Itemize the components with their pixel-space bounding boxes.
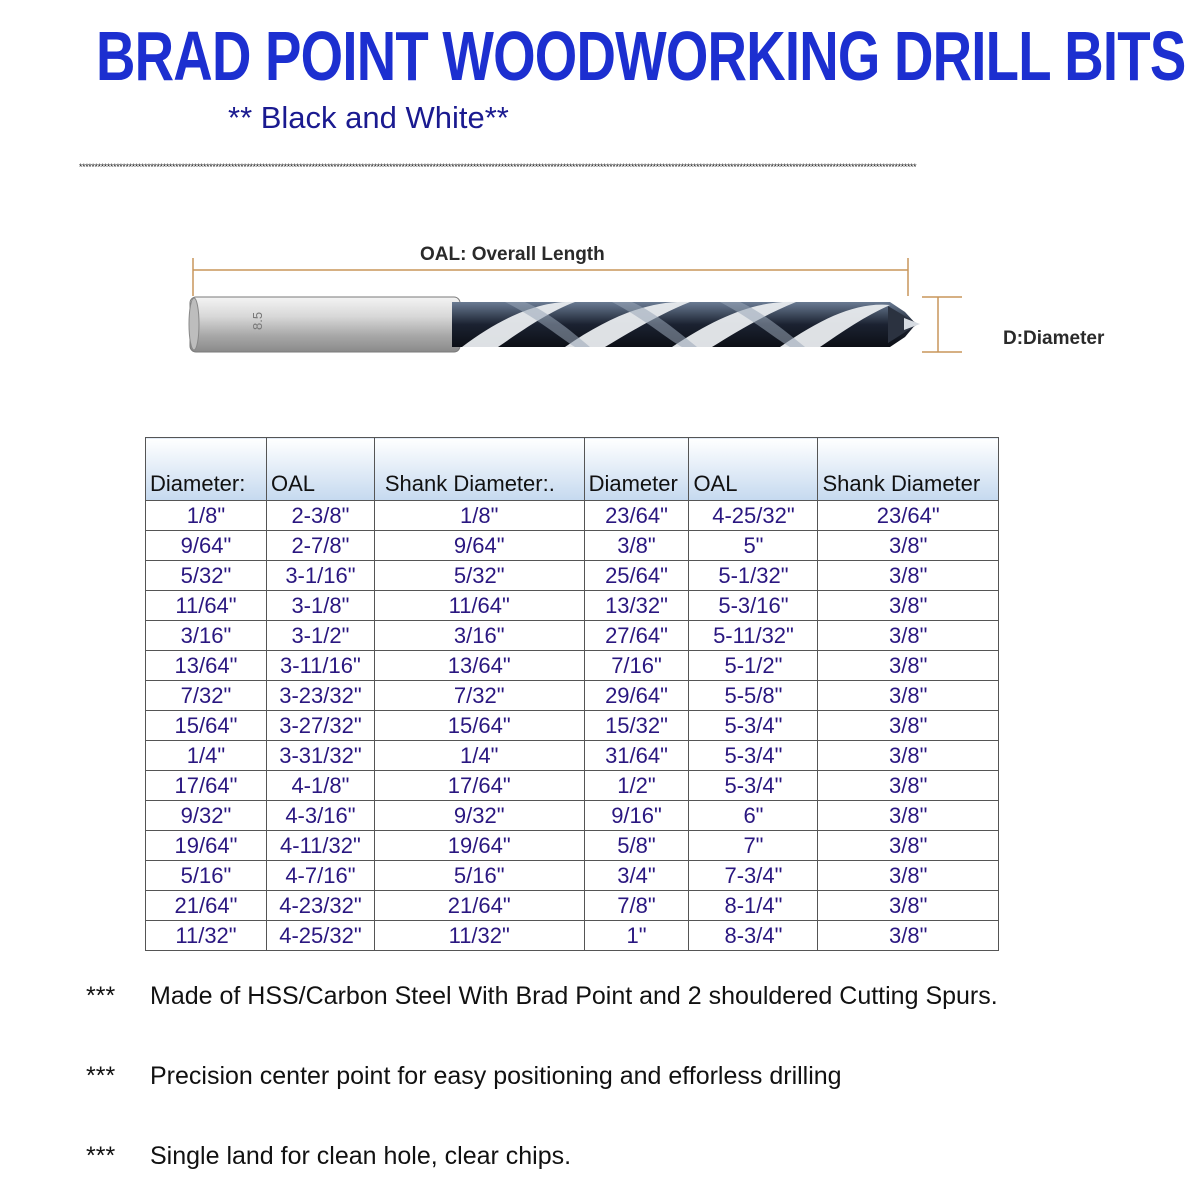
cell-diameter: 11/32"	[146, 921, 267, 951]
cell-shank-diameter: 19/64"	[374, 831, 584, 861]
table-row	[146, 501, 999, 531]
cell-shank-diameter: 3/8"	[818, 801, 999, 831]
cell-diameter: 25/64"	[584, 561, 689, 591]
table-row	[146, 771, 999, 801]
cell-shank-diameter: 1/4"	[374, 741, 584, 771]
feature-item	[86, 1062, 842, 1091]
table-row	[146, 891, 999, 921]
cell-oal: 3-31/32"	[266, 741, 374, 771]
cell-oal: 3-11/16"	[266, 651, 374, 681]
cell-oal: 4-7/16"	[266, 861, 374, 891]
cell-diameter: 5/16"	[146, 861, 267, 891]
cell-diameter: 1/2"	[584, 771, 689, 801]
cell-shank-diameter: 11/32"	[374, 921, 584, 951]
cell-diameter: 9/16"	[584, 801, 689, 831]
cell-diameter: 1/4"	[146, 741, 267, 771]
table-row	[146, 861, 999, 891]
cell-diameter: 9/64"	[146, 531, 267, 561]
cell-shank-diameter: 9/32"	[374, 801, 584, 831]
cell-diameter: 5/8"	[584, 831, 689, 861]
cell-oal: 4-23/32"	[266, 891, 374, 921]
cell-diameter: 13/64"	[146, 651, 267, 681]
cell-oal: 3-1/8"	[266, 591, 374, 621]
page-subtitle: ** Black and White**	[228, 100, 509, 135]
cell-shank-diameter: 3/8"	[818, 621, 999, 651]
table-row	[146, 681, 999, 711]
cell-diameter: 5/32"	[146, 561, 267, 591]
cell-shank-diameter: 3/8"	[818, 591, 999, 621]
cell-shank-diameter: 5/16"	[374, 861, 584, 891]
table-row	[146, 921, 999, 951]
cell-shank-diameter: 3/8"	[818, 771, 999, 801]
cell-shank-diameter: 1/8"	[374, 501, 584, 531]
feature-text: Precision center point for easy positioning and efforless drilling	[150, 1062, 842, 1090]
cell-shank-diameter: 3/8"	[818, 651, 999, 681]
cell-shank-diameter: 3/8"	[818, 741, 999, 771]
cell-diameter: 9/32"	[146, 801, 267, 831]
cell-oal: 5-11/32"	[689, 621, 818, 651]
cell-diameter: 23/64"	[584, 501, 689, 531]
table-row	[146, 801, 999, 831]
cell-diameter: 3/8"	[584, 531, 689, 561]
table-row	[146, 591, 999, 621]
cell-shank-diameter: 3/8"	[818, 831, 999, 861]
table-row	[146, 711, 999, 741]
cell-shank-diameter: 9/64"	[374, 531, 584, 561]
cell-diameter: 7/8"	[584, 891, 689, 921]
cell-diameter: 3/16"	[146, 621, 267, 651]
cell-shank-diameter: 17/64"	[374, 771, 584, 801]
cell-diameter: 15/64"	[146, 711, 267, 741]
cell-shank-diameter: 5/32"	[374, 561, 584, 591]
cell-oal: 8-1/4"	[689, 891, 818, 921]
cell-diameter: 27/64"	[584, 621, 689, 651]
cell-diameter: 11/64"	[146, 591, 267, 621]
cell-shank-diameter: 7/32"	[374, 681, 584, 711]
diameter-dimension-line	[922, 297, 962, 352]
cell-shank-diameter: 3/8"	[818, 561, 999, 591]
table-header-row	[146, 438, 999, 501]
table-row	[146, 561, 999, 591]
cell-oal: 3-23/32"	[266, 681, 374, 711]
header-oal: OAL	[689, 438, 818, 501]
cell-diameter: 31/64"	[584, 741, 689, 771]
cell-diameter: 1/8"	[146, 501, 267, 531]
cell-oal: 8-3/4"	[689, 921, 818, 951]
cell-diameter: 21/64"	[146, 891, 267, 921]
cell-oal: 4-1/8"	[266, 771, 374, 801]
cell-oal: 4-11/32"	[266, 831, 374, 861]
cell-oal: 3-1/16"	[266, 561, 374, 591]
bullet-mark: ***	[86, 1142, 116, 1170]
bullet-mark: ***	[86, 1062, 116, 1090]
cell-oal: 5-3/16"	[689, 591, 818, 621]
cell-oal: 7-3/4"	[689, 861, 818, 891]
header-diameter: Diameter:	[146, 438, 267, 501]
bullet-mark: ***	[86, 982, 116, 1010]
table-body	[146, 501, 999, 951]
feature-text: Made of HSS/Carbon Steel With Brad Point and 2 shouldered Cutting Spurs.	[150, 982, 998, 1010]
cell-shank-diameter: 15/64"	[374, 711, 584, 741]
cell-diameter: 7/16"	[584, 651, 689, 681]
header-shank-diameter: Shank Diameter:.	[374, 438, 584, 501]
feature-item	[86, 1142, 571, 1171]
cell-oal: 5-3/4"	[689, 771, 818, 801]
cell-oal: 4-25/32"	[266, 921, 374, 951]
cell-oal: 3-1/2"	[266, 621, 374, 651]
cell-diameter: 13/32"	[584, 591, 689, 621]
cell-oal: 5-3/4"	[689, 711, 818, 741]
table-row	[146, 531, 999, 561]
cell-oal: 5-1/2"	[689, 651, 818, 681]
feature-item	[86, 982, 998, 1011]
cell-diameter: 1"	[584, 921, 689, 951]
cell-shank-diameter: 3/16"	[374, 621, 584, 651]
shank	[190, 297, 460, 352]
feature-text: Single land for clean hole, clear chips.	[150, 1142, 572, 1170]
page-title: BRAD POINT WOODWORKING DRILL BITS	[96, 17, 1186, 95]
cell-oal: 4-25/32"	[689, 501, 818, 531]
cell-oal: 5-3/4"	[689, 741, 818, 771]
table-row	[146, 831, 999, 861]
table-row	[146, 651, 999, 681]
cell-shank-diameter: 21/64"	[374, 891, 584, 921]
cell-diameter: 19/64"	[146, 831, 267, 861]
cell-oal: 3-27/32"	[266, 711, 374, 741]
cell-oal: 5"	[689, 531, 818, 561]
table-row	[146, 621, 999, 651]
cell-diameter: 15/32"	[584, 711, 689, 741]
header-diameter: Diameter	[584, 438, 689, 501]
cell-diameter: 3/4"	[584, 861, 689, 891]
cell-oal: 2-3/8"	[266, 501, 374, 531]
cell-shank-diameter: 11/64"	[374, 591, 584, 621]
diameter-label: D:Diameter	[1003, 328, 1105, 349]
cell-oal: 2-7/8"	[266, 531, 374, 561]
cell-oal: 5-1/32"	[689, 561, 818, 591]
cell-shank-diameter: 3/8"	[818, 921, 999, 951]
cell-shank-diameter: 23/64"	[818, 501, 999, 531]
svg-text:8.5: 8.5	[250, 311, 265, 330]
cell-oal: 5-5/8"	[689, 681, 818, 711]
cell-shank-diameter: 3/8"	[818, 861, 999, 891]
cell-oal: 6"	[689, 801, 818, 831]
cell-shank-diameter: 3/8"	[818, 681, 999, 711]
cell-shank-diameter: 3/8"	[818, 891, 999, 921]
cell-diameter: 29/64"	[584, 681, 689, 711]
cell-shank-diameter: 3/8"	[818, 711, 999, 741]
table-row	[146, 741, 999, 771]
drill-bit-diagram	[0, 200, 1200, 400]
star-divider: ******************************************************************************************************************************************************************************************************************************************************************************	[78, 163, 916, 173]
cell-diameter: 17/64"	[146, 771, 267, 801]
cell-shank-diameter: 13/64"	[374, 651, 584, 681]
cell-oal: 4-3/16"	[266, 801, 374, 831]
oal-label: OAL: Overall Length	[420, 244, 605, 265]
cell-oal: 7"	[689, 831, 818, 861]
cell-diameter: 7/32"	[146, 681, 267, 711]
header-oal: OAL	[266, 438, 374, 501]
header-shank-diameter: Shank Diameter	[818, 438, 999, 501]
cell-shank-diameter: 3/8"	[818, 531, 999, 561]
size-table	[145, 437, 999, 951]
